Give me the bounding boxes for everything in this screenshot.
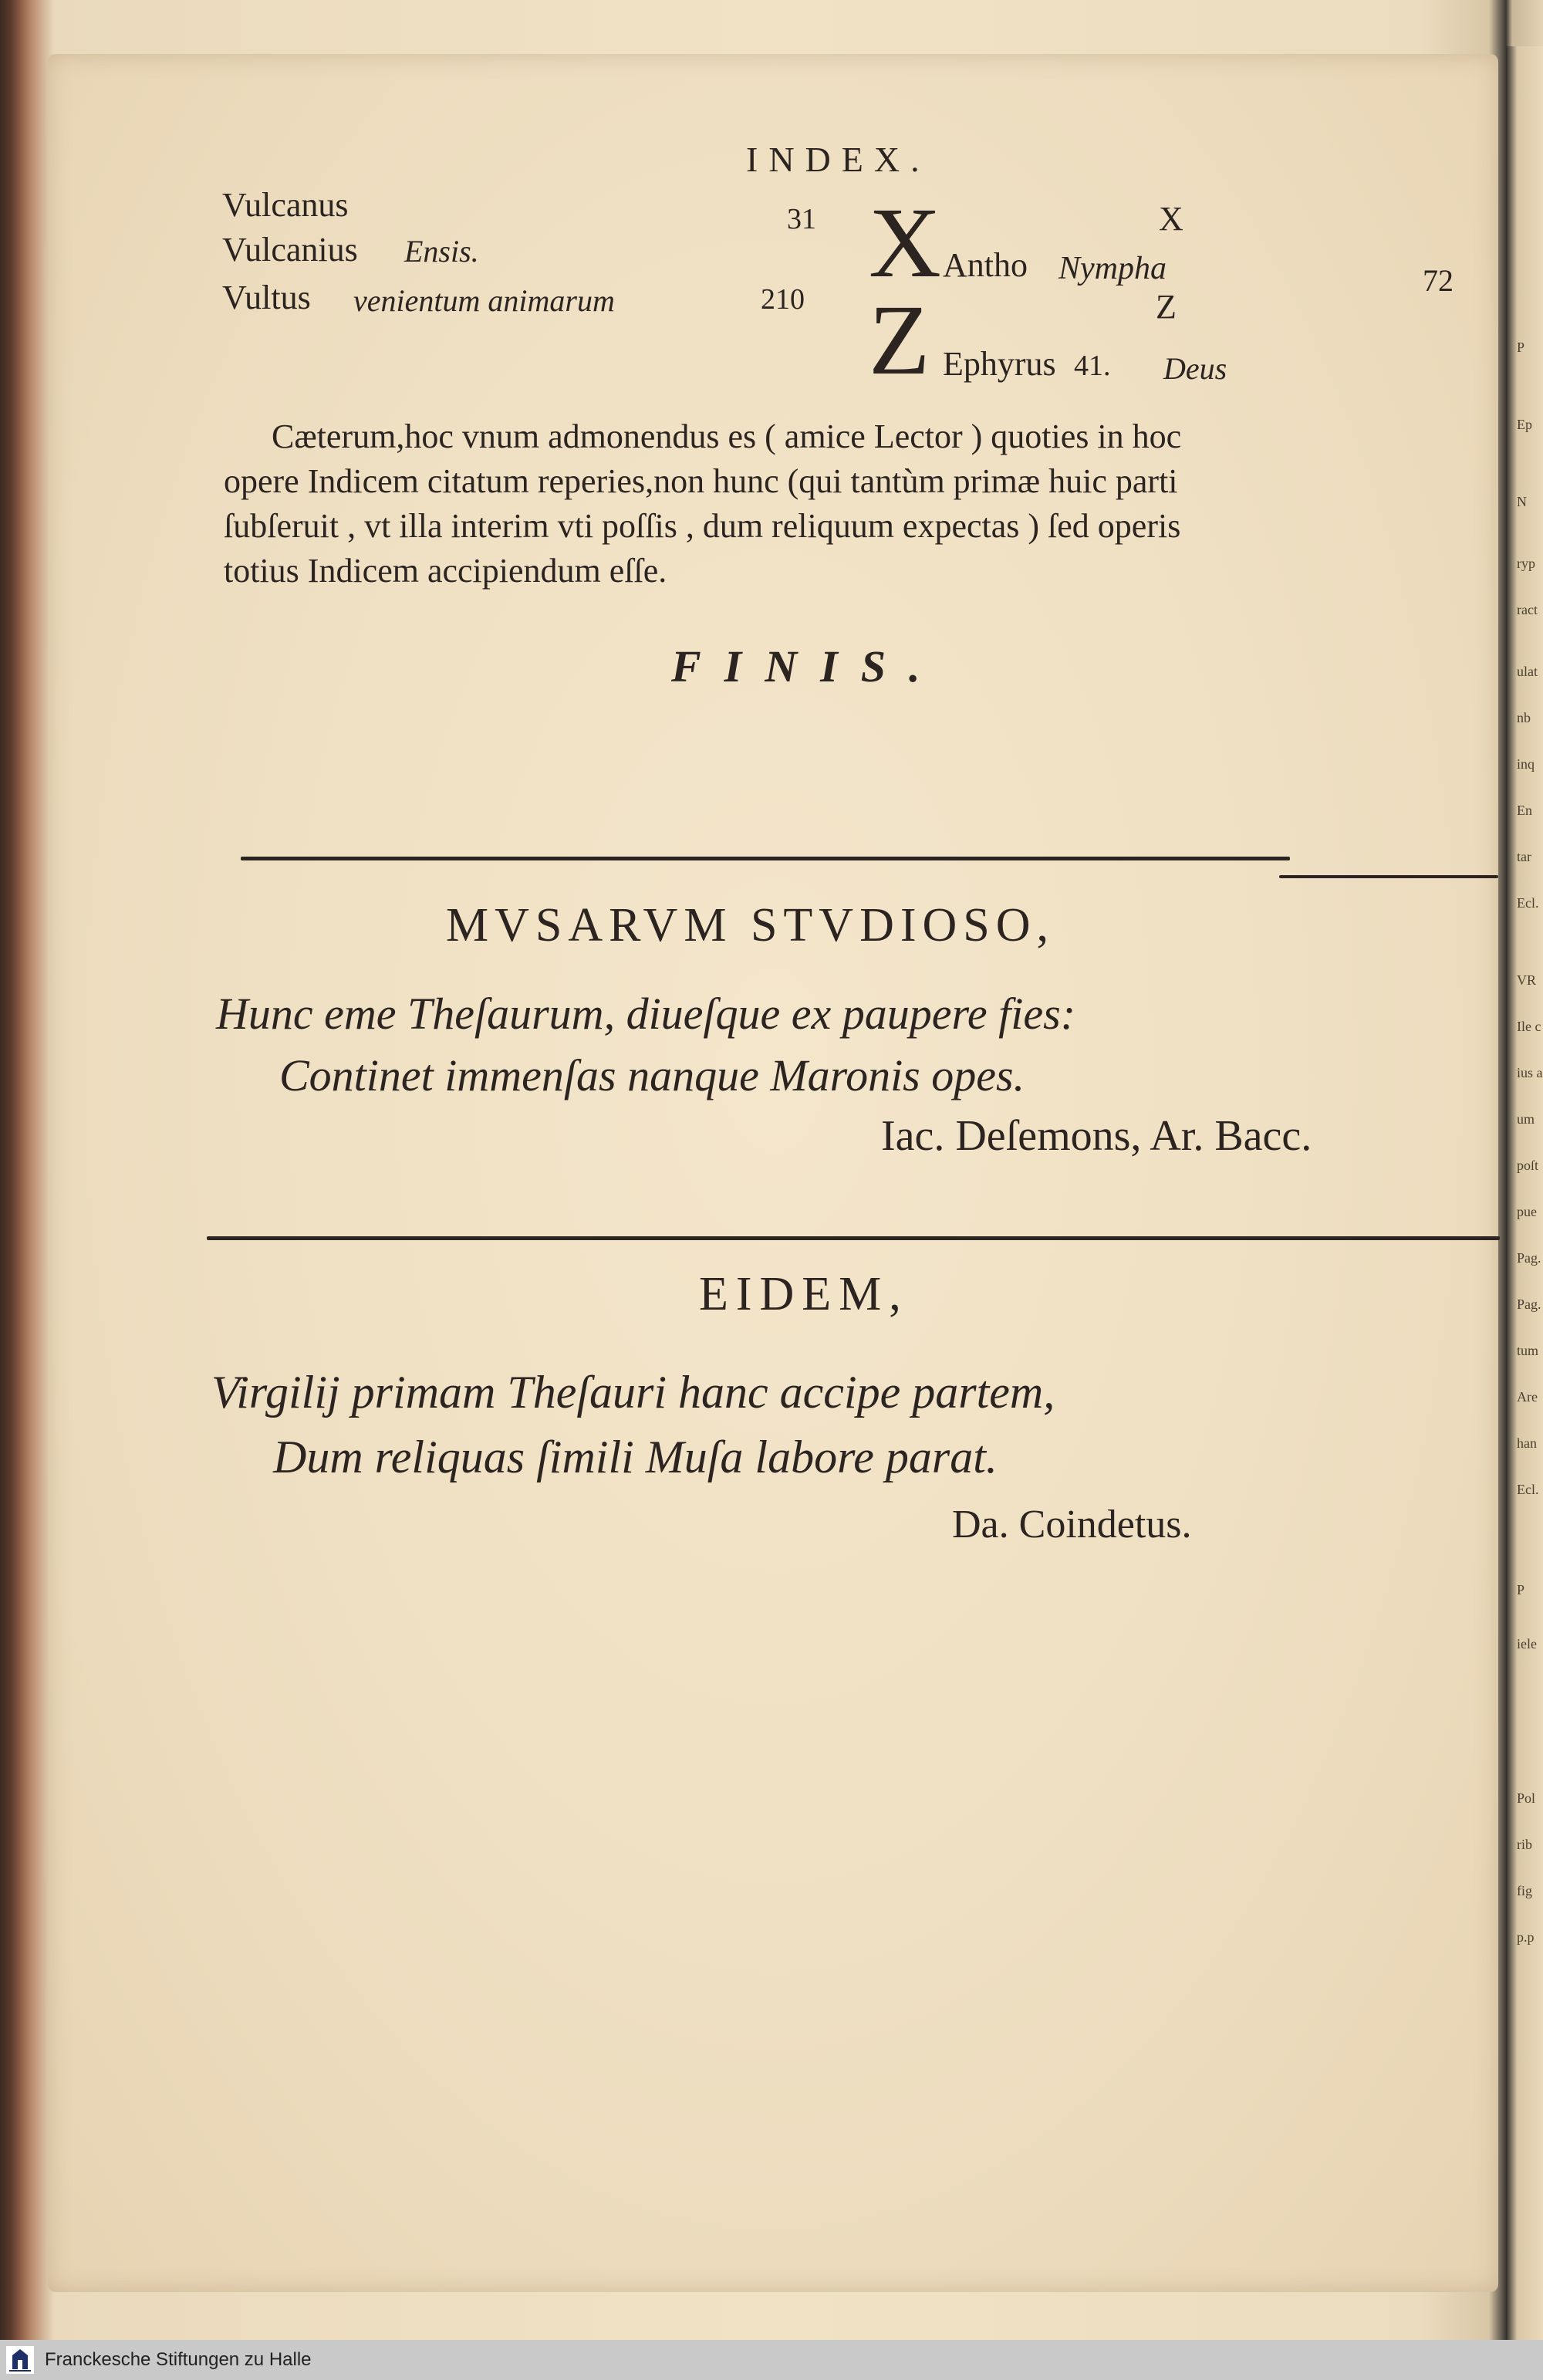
edge-text-fragment: han [1517, 1435, 1537, 1451]
edge-text-fragment: Ecl. [1517, 1482, 1539, 1497]
institution-logo-icon [6, 2346, 34, 2374]
edge-text-fragment: Are [1517, 1389, 1538, 1405]
index-entry-qualifier: Deus [1163, 351, 1227, 386]
poem-author: Da. Coindetus. [952, 1503, 1192, 1547]
index-entry-term: Antho [943, 246, 1028, 284]
edge-text-fragment: p.p [1517, 1929, 1535, 1945]
index-entry-page: 210 [761, 283, 805, 316]
poem-author: Iac. Deſemons, Ar. Bacc. [881, 1112, 1312, 1160]
poem-line: Dum reliquas ſimili Muſa labore parat. [273, 1432, 998, 1482]
poem-line: Hunc eme Theſaurum, diueſque ex paupere fies: [216, 989, 1076, 1039]
divider-rule [207, 1236, 1500, 1240]
edge-text-fragment: um [1517, 1111, 1535, 1127]
edge-text-fragment: P [1517, 340, 1525, 355]
divider-rule [241, 857, 1290, 860]
poem-heading: EIDEM, [699, 1268, 909, 1320]
initial-x: X [869, 188, 941, 299]
edge-text-fragment: inq [1517, 756, 1535, 772]
index-entry-term: Vultus [222, 279, 311, 316]
edge-text-fragment: iele [1517, 1636, 1537, 1651]
index-entry-term: Vulcanus [222, 186, 349, 224]
index-entry-page: 31 [787, 203, 816, 235]
index-entry-term: Vulcanius [222, 231, 358, 269]
edge-text-fragment: VR [1517, 972, 1537, 988]
edge-text-fragment: poſt [1517, 1158, 1539, 1173]
edge-text-fragment: Pag. [1517, 1250, 1541, 1266]
edge-text-fragment: fig [1517, 1883, 1532, 1898]
edge-text-fragment: Ecl. [1517, 895, 1539, 911]
institution-name: Franckesche Stiftungen zu Halle [45, 2349, 312, 2370]
running-title: INDEX. [746, 140, 930, 179]
poem-line: Continet immenſas nanque Maronis opes. [279, 1050, 1025, 1100]
edge-text-fragment: tar [1517, 849, 1531, 864]
edge-text-fragment: tum [1517, 1343, 1539, 1358]
poem-line: Virgilij primam Theſauri hanc accipe partem, [211, 1367, 1055, 1418]
edge-text-fragment: ulat [1517, 664, 1538, 679]
initial-z: Z [869, 285, 930, 396]
finis-mark: FINIS. [671, 641, 944, 691]
page-number: 72 [1423, 263, 1454, 298]
book-page [48, 54, 1498, 2292]
edge-text-fragment: Ep [1517, 417, 1532, 432]
divider-rule [1279, 875, 1498, 878]
notice-line: opere Indicem citatum reperies,non hunc (qui tantùm primæ huic parti [224, 462, 1178, 500]
index-entry-page: 41. [1074, 350, 1111, 382]
edge-text-fragment: ius a [1517, 1065, 1543, 1080]
edge-text-fragment: N [1517, 494, 1527, 509]
edge-text-fragment: ryp [1517, 556, 1535, 571]
edge-text-fragment: Pag. [1517, 1296, 1541, 1312]
notice-line: ſubſeruit , vt illa interim vti poſſis , dum reliquum expectas ) ſed operis [224, 507, 1181, 545]
edge-text-fragment: ract [1517, 602, 1538, 617]
index-entry-term: Ephyrus [943, 345, 1056, 383]
edge-text-fragment: Pol [1517, 1790, 1536, 1806]
edge-text-fragment: pue [1517, 1204, 1537, 1219]
letter-heading-x: X [1159, 200, 1183, 238]
letter-heading-z: Z [1156, 288, 1177, 326]
edge-text-fragment: nb [1517, 710, 1531, 725]
notice-line: Cæterum,hoc vnum admonendus es ( amice Lector ) quoties in hoc [272, 418, 1182, 455]
edge-text-fragment: En [1517, 803, 1532, 818]
index-entry-qualifier: Ensis. [404, 234, 479, 269]
notice-line: totius Indicem accipiendum eſſe. [224, 552, 667, 590]
index-entry-qualifier: Nympha [1058, 251, 1167, 286]
index-entry-qualifier: venientum animarum [353, 283, 615, 318]
poem-heading: MVSARVM STVDIOSO, [446, 899, 1055, 952]
edge-text-fragment: rib [1517, 1837, 1532, 1852]
facing-page-edge [1506, 46, 1543, 2346]
edge-text-fragment: Ile c [1517, 1019, 1541, 1034]
edge-text-fragment: P [1517, 1582, 1525, 1597]
viewer-footer [0, 2340, 1543, 2380]
